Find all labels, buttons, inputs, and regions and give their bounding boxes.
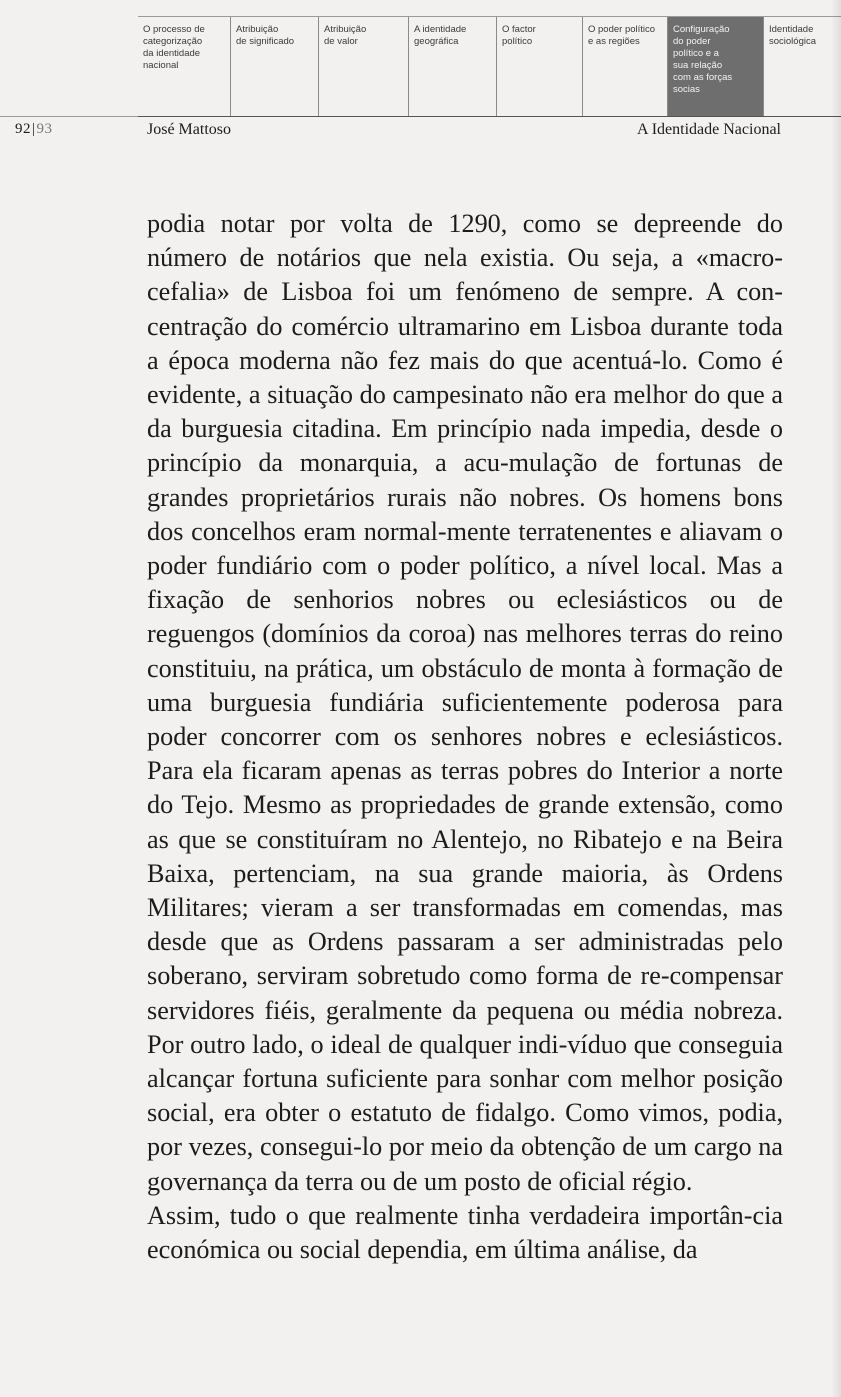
page-number-separator: |: [32, 121, 36, 137]
chapter-navigation: [138, 16, 841, 117]
chapter-tab-configuracao-poder[interactable]: Configuração do poder político e a sua relação com as forças socias: [667, 17, 763, 117]
chapter-tab-atribuicao-valor[interactable]: Atribuição de valor: [318, 17, 408, 117]
chapter-tab-factor-politico[interactable]: O factor político: [496, 17, 582, 117]
page-number-left: 92: [15, 121, 31, 137]
running-head-author: José Mattoso: [147, 121, 231, 138]
page-number-right: 93: [36, 121, 53, 137]
body-text: [147, 207, 783, 1267]
paragraph: podia notar por volta de 1290, como se depreende do número de notários que nela existia. Ou seja, a «macro-cefalia» de Lisboa foi um fenómeno de sempre. A con-centração do comércio ultramarino em Lisboa durante toda a época moderna não fez mais do que acentuá-lo. Como é evidente, a situação do campesinato não era melhor do que a da burguesia citadina. Em princípio nada impedia, desde o princípio da monarquia, a acu-mulação de fortunas de grandes proprietários rurais não nobres. Os homens bons dos concelhos eram normal-mente terratenentes e aliavam o poder fundiário com o poder político, a nível local. Mas a fixação de senhorios nobres ou eclesiásticos ou de reguengos (domínios da coroa) nas melhores terras do reino constituiu, na prática, um obstáculo de monta à formação de uma burguesia fundiária suficientemente poderosa para poder concorrer com os senhores nobres e eclesiásticos. Para ela ficaram apenas as terras pobres do Interior a norte do Tejo. Mesmo as propriedades de grande extensão, como as que se constituíram no Alentejo, no Ribatejo e na Beira Baixa, pertenciam, na sua grande maioria, às Ordens Militares; vieram a ser transformadas em comendas, mas desde que as Ordens passaram a ser administradas pelo soberano, serviram sobretudo como forma de re-compensar servidores fiéis, geralmente da pequena ou média nobreza. Por outro lado, o ideal de qualquer indi-víduo que conseguia alcançar fortuna suficiente para sonhar com melhor posição social, era obter o estatuto de fidalgo. Como vimos, podia, por vezes, consegui-lo por meio da obtenção de um cargo na governança da terra ou de um posto de oficial régio.: [147, 209, 783, 1196]
chapter-tab-atribuicao-significado[interactable]: Atribuição de significado: [230, 17, 318, 117]
chapter-tab-identidade-geografica[interactable]: A identidade geográfica: [408, 17, 496, 117]
header-rule-left: [0, 116, 138, 117]
chapter-tab-categorizacao[interactable]: O processo de categorização da identidade nacional: [143, 24, 205, 71]
paragraph: Assim, tudo o que realmente tinha verdadeira importân-cia económica ou social dependia, em última análise, da: [147, 1200, 783, 1265]
page-edge-shadow: [831, 0, 841, 1397]
page-numbers: [15, 121, 53, 138]
header-rule: [138, 116, 841, 117]
running-head-title: A Identidade Nacional: [637, 121, 781, 138]
chapter-tab-poder-regioes[interactable]: O poder político e as regiões: [582, 17, 667, 117]
chapter-tab-identidade-sociologica[interactable]: Identidade sociológica: [763, 17, 841, 117]
